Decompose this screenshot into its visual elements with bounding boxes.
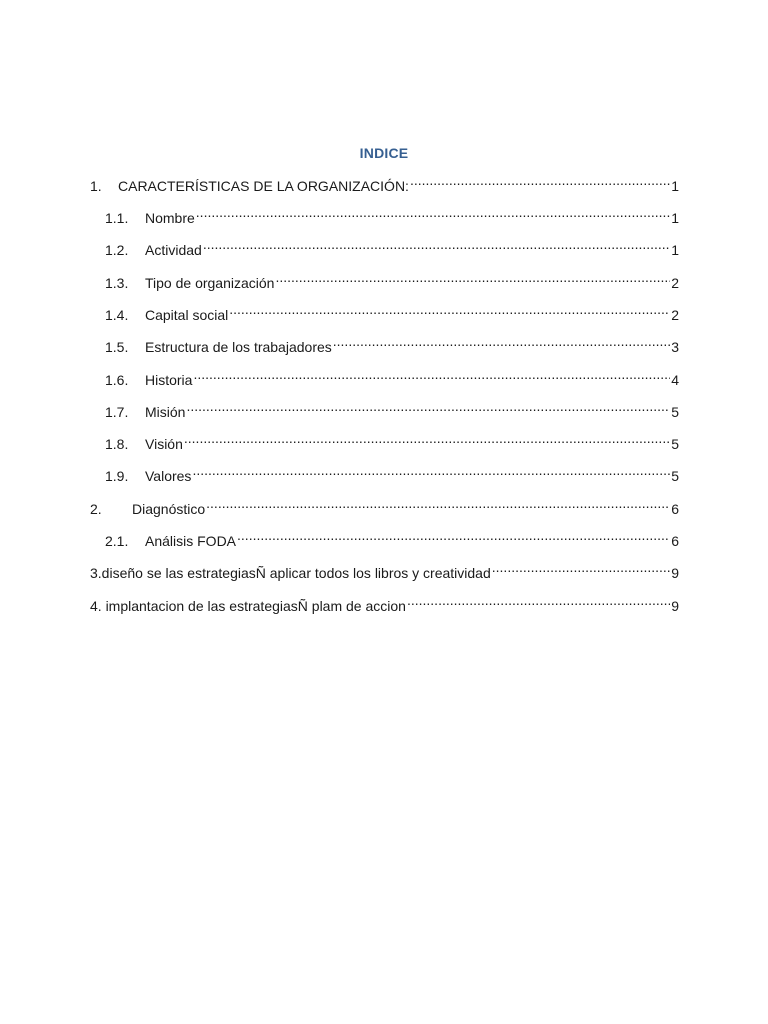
- toc-entry-text: CARACTERÍSTICAS DE LA ORGANIZACIÓN:: [118, 178, 409, 194]
- toc-entry-text: Diagnóstico: [132, 501, 206, 517]
- toc-entry-text: Misión: [145, 404, 186, 420]
- toc-entry-text: Análisis FODA: [145, 533, 237, 549]
- toc-dot-leader: [196, 201, 670, 223]
- toc-entry-number: 1.: [90, 178, 102, 194]
- toc-entry-number: 1.2.: [105, 242, 129, 258]
- toc-entry-text: Actividad: [145, 242, 202, 258]
- toc-dot-leader: [492, 556, 670, 578]
- toc-entry-number: 1.5.: [105, 339, 129, 355]
- toc-entry-2[interactable]: [90, 492, 679, 517]
- toc-entry-page: 5: [671, 468, 679, 484]
- toc-entry-1-4[interactable]: [90, 298, 679, 323]
- toc-entry-1[interactable]: [90, 169, 679, 194]
- toc-entry-page: 1: [671, 210, 679, 226]
- toc-entry-page: 2: [671, 275, 679, 291]
- toc-entry-text: Nombre: [145, 210, 195, 226]
- toc-entry-number: 1.7.: [105, 404, 129, 420]
- toc-entry-page: 1: [671, 178, 679, 194]
- toc-entry-text: Visión: [145, 436, 183, 452]
- toc-entry-1-7[interactable]: [90, 395, 679, 420]
- toc-entry-text: 3.diseño se las estrategiasÑ aplicar todos los libros y creatividad: [90, 565, 491, 581]
- toc-entry-text: Estructura de los trabajadores: [145, 339, 332, 355]
- toc-entry-text: Tipo de organización: [145, 275, 275, 291]
- toc-entry-number: 1.6.: [105, 372, 129, 388]
- toc-entry-number: 1.4.: [105, 307, 129, 323]
- toc-dot-leader: [193, 363, 670, 385]
- toc-entry-number: 1.8.: [105, 436, 129, 452]
- toc-entry-text: Valores: [145, 468, 192, 484]
- toc-dot-leader: [229, 298, 670, 320]
- toc-title: INDICE: [359, 145, 409, 161]
- toc-entry-page: 9: [671, 598, 679, 614]
- toc-entry-3[interactable]: [90, 556, 679, 581]
- toc-entry-page: 9: [671, 565, 679, 581]
- toc-entry-page: 5: [671, 436, 679, 452]
- toc-dot-leader: [203, 233, 670, 255]
- toc-dot-leader: [237, 524, 670, 546]
- toc-entry-1-5[interactable]: [90, 330, 679, 355]
- toc-entry-1-3[interactable]: [90, 266, 679, 291]
- toc-dot-leader: [206, 492, 670, 514]
- toc-entry-page: 1: [671, 242, 679, 258]
- toc-entry-page: 5: [671, 404, 679, 420]
- toc-entry-text: Historia: [145, 372, 193, 388]
- toc-entry-number: 2.1.: [105, 533, 129, 549]
- toc-entry-text: Capital social: [145, 307, 229, 323]
- toc-entry-number: 1.9.: [105, 468, 129, 484]
- toc-dot-leader: [184, 427, 670, 449]
- toc-entry-2-1[interactable]: [90, 524, 679, 549]
- toc-entry-text: 4. implantacion de las estrategiasÑ plam de accion: [90, 598, 406, 614]
- toc-entry-4[interactable]: [90, 589, 679, 614]
- toc-entry-number: 1.3.: [105, 275, 129, 291]
- toc-entry-page: 6: [671, 501, 679, 517]
- toc-entry-page: 3: [671, 339, 679, 355]
- toc-dot-leader: [410, 169, 670, 191]
- toc-dot-leader: [407, 589, 670, 611]
- toc-entry-page: 6: [671, 533, 679, 549]
- toc-entry-1-1[interactable]: [90, 201, 679, 226]
- toc-entry-page: 2: [671, 307, 679, 323]
- toc-dot-leader: [186, 395, 670, 417]
- toc-entry-1-6[interactable]: [90, 363, 679, 388]
- toc-entry-1-8[interactable]: [90, 427, 679, 452]
- toc-entry-1-9[interactable]: [90, 459, 679, 484]
- toc-dot-leader: [333, 330, 670, 352]
- toc-entry-1-2[interactable]: [90, 233, 679, 258]
- toc-entry-number: 1.1.: [105, 210, 129, 226]
- toc-dot-leader: [192, 459, 670, 481]
- toc-entry-page: 4: [671, 372, 679, 388]
- toc-entry-number: 2.: [90, 501, 102, 517]
- toc-dot-leader: [275, 266, 670, 288]
